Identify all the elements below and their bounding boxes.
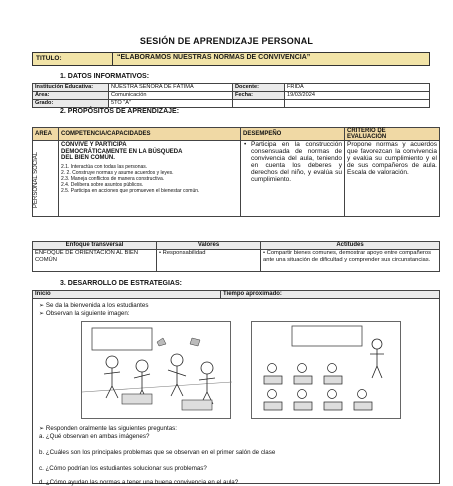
col-valores: Valores: [157, 242, 261, 250]
capacidad-item: 2.3. Maneja conflictos de manera constructiva.: [61, 175, 165, 182]
area-cell: [33, 141, 59, 217]
criterio-text: Propone normas y acuerdos que favorezcan la convivencia y evalúa su cumplimiento y el de sus compañeros de aula. Escala de valoración.: [347, 141, 437, 176]
desempeno-text: Participa en la construcción consensuada de normas de convivencia del aula, teniendo en cuenta los deberes y derechos del niño, y evalúa su cumplimiento.: [251, 141, 342, 183]
col-actitudes: Actitudes: [261, 242, 440, 250]
area-value: Comunicación: [109, 92, 233, 100]
page-title: SESIÓN DE APRENDIZAJE PERSONAL: [139, 36, 314, 46]
criterio-cell: [345, 141, 440, 217]
capacidad-item: 2.5. Participa en acciones que promueven el bienestar común.: [61, 187, 200, 194]
enfoque-table: [32, 241, 440, 272]
capacidad-item: 2. 2. Construye normas y asume acuerdos y leyes.: [61, 169, 174, 176]
section-heading-2: 2. PROPÓSITOS DE APRENDIZAJE:: [60, 108, 180, 115]
arrow-bullet-icon: ➢: [39, 310, 46, 317]
question-a: a. ¿Qué observan en ambas imágenes?: [39, 433, 150, 440]
classroom-order-illustration: [251, 321, 401, 419]
doc-label: Docente:: [233, 84, 285, 92]
step-bienvenida: ➢ Se da la bienvenida a los estudiantes: [39, 302, 149, 309]
col-enfoque: Enfoque transversal: [33, 242, 157, 250]
purposes-table: [32, 127, 440, 217]
inst-label: Institución Educativa:: [33, 84, 109, 92]
desempeno-cell: [241, 141, 345, 217]
question-b: b. ¿Cuáles son los principales problemas que se observan en el primer salón de clase: [39, 449, 276, 456]
grado-label: Grado:: [33, 100, 109, 108]
col-criterio: CRITERIO DE EVALUACIÓN: [345, 128, 440, 141]
col-competencia: COMPETENCIA/CAPACIDADES: [59, 128, 241, 141]
section-heading-3: 3. DESARROLLO DE ESTRATEGIAS:: [60, 280, 182, 287]
capacidad-item: 2.1. Interactúa con todas las personas.: [61, 163, 148, 170]
area-label: Área:: [33, 92, 109, 100]
estrategias-table: [32, 290, 440, 484]
chaos-drawing: [82, 322, 232, 420]
title-value: “ELABORAMOS NUESTRAS NORMAS DE CONVIVENCIA”: [113, 53, 429, 65]
arrow-bullet-icon: ➢: [39, 302, 46, 309]
inst-value: NUESTRA SEÑORA DE FÁTIMA: [109, 84, 233, 92]
step-observan: ➢ Observan la siguiente imagen:: [39, 310, 130, 317]
col-tiempo: Tiempo aproximado:: [221, 291, 440, 299]
area-vertical-label: PERSONAL SOCIAL: [33, 151, 39, 208]
col-area: AREA: [33, 128, 59, 141]
bullet-icon: •: [159, 250, 163, 256]
doc-value: FRIDA: [285, 84, 430, 92]
arrow-bullet-icon: ➢: [39, 425, 46, 432]
question-d: d. ¿Cómo ayudan las normas a tener una buena convivencia en el aula?: [39, 479, 239, 486]
step-responden: ➢ Responden oralmente las siguientes preguntas:: [39, 425, 177, 432]
competencia-cell: [59, 141, 241, 217]
question-c: c. ¿Cómo podrían los estudiantes solucionar sus problemas?: [39, 465, 207, 472]
session-title-row: [32, 52, 430, 66]
fecha-label: Fecha:: [233, 92, 285, 100]
col-inicio: Inicio: [33, 291, 221, 299]
enfoque-value: ENFOQUE DE ORIENTACIÓN AL BIEN COMÚN: [33, 250, 157, 272]
capacidad-item: 2.4. Delibera sobre asuntos públicos.: [61, 181, 144, 188]
order-drawing: [252, 322, 402, 420]
info-table: [32, 83, 430, 108]
valor-value: • Responsabilidad: [157, 250, 261, 272]
section-heading-1: 1. DATOS INFORMATIVOS:: [60, 73, 150, 80]
col-desempeno: DESEMPEÑO: [241, 128, 345, 141]
estrategias-body: [33, 299, 440, 484]
capacidades-list: [61, 164, 238, 194]
competencia-title: CONVIVE Y PARTICIPA DEMOCRÁTICAMENTE EN LA BÚSQUEDA DEL BIEN COMÚN.: [61, 142, 183, 161]
bullet-icon: •: [263, 250, 267, 256]
bullet-icon: •: [244, 141, 247, 148]
actitud-value: • Compartir bienes comunes, demostrar apoyo entre compañeros ante una situación de dificultad y comprender sus circunstancias.: [261, 250, 440, 272]
title-label: TITULO:: [33, 53, 113, 65]
grado-value: 5TO “A”: [109, 100, 233, 108]
fecha-value: 19/03/2024: [285, 92, 430, 100]
classroom-chaos-illustration: [81, 321, 231, 419]
